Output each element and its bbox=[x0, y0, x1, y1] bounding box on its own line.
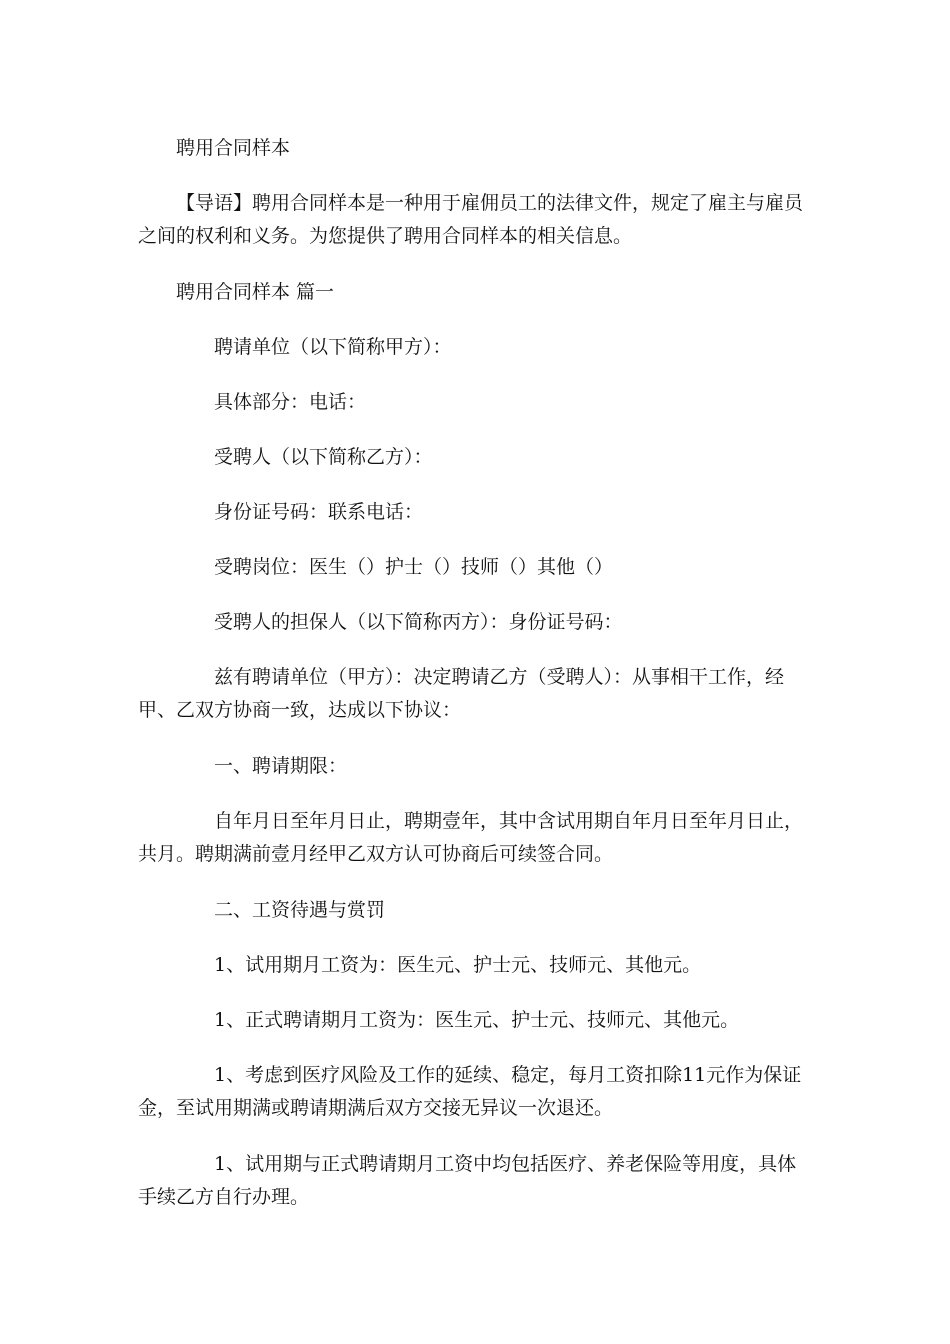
paragraph-formal-salary: 1、正式聘请期月工资为：医生元、护士元、技师元、其他元。 bbox=[214, 1009, 740, 1031]
paragraph-employee: 受聘人（以下简称乙方）： bbox=[214, 446, 433, 468]
section-heading: 聘用合同样本 篇一 bbox=[176, 281, 335, 303]
paragraph-deposit: 1、考虑到医疗风险及工作的延续、稳定，每月工资扣除11元作为保证金，至试用期满或聘请期满后双方交接无异议一次退还。 bbox=[138, 1064, 802, 1119]
clause-heading-term: 一、聘请期限： bbox=[214, 755, 348, 777]
document-title: 聘用合同样本 bbox=[176, 137, 291, 159]
paragraph-id-phone: 身份证号码：联系电话： bbox=[214, 501, 424, 523]
paragraph-guarantor: 受聘人的担保人（以下简称丙方）：身份证号码： bbox=[214, 611, 623, 633]
paragraph-term: 自年月日至年月日止，聘期壹年，其中含试用期自年月日至年月日止，共月。聘期满前壹月经甲乙双方认可协商后可续签合同。 bbox=[138, 810, 804, 865]
intro-paragraph: 【导语】聘用合同样本是一种用于雇佣员工的法律文件，规定了雇主与雇员之间的权利和义务。为您提供了聘用合同样本的相关信息。 bbox=[138, 192, 804, 247]
paragraph-position: 受聘岗位：医生（）护士（）技师（）其他（） bbox=[214, 556, 614, 578]
paragraph-agreement: 兹有聘请单位（甲方）：决定聘请乙方（受聘人）：从事相干工作，经甲、乙双方协商一致，达成以下协议： bbox=[138, 666, 785, 721]
paragraph-department-phone: 具体部分：电话： bbox=[214, 391, 367, 413]
paragraph-insurance: 1、试用期与正式聘请期月工资中均包括医疗、养老保险等用度，具体手续乙方自行办理。 bbox=[138, 1153, 797, 1208]
clause-heading-salary: 二、工资待遇与赏罚 bbox=[214, 899, 386, 921]
paragraph-probation-salary: 1、试用期月工资为：医生元、护士元、技师元、其他元。 bbox=[214, 954, 702, 976]
paragraph-employer: 聘请单位（以下简称甲方）： bbox=[214, 336, 452, 358]
